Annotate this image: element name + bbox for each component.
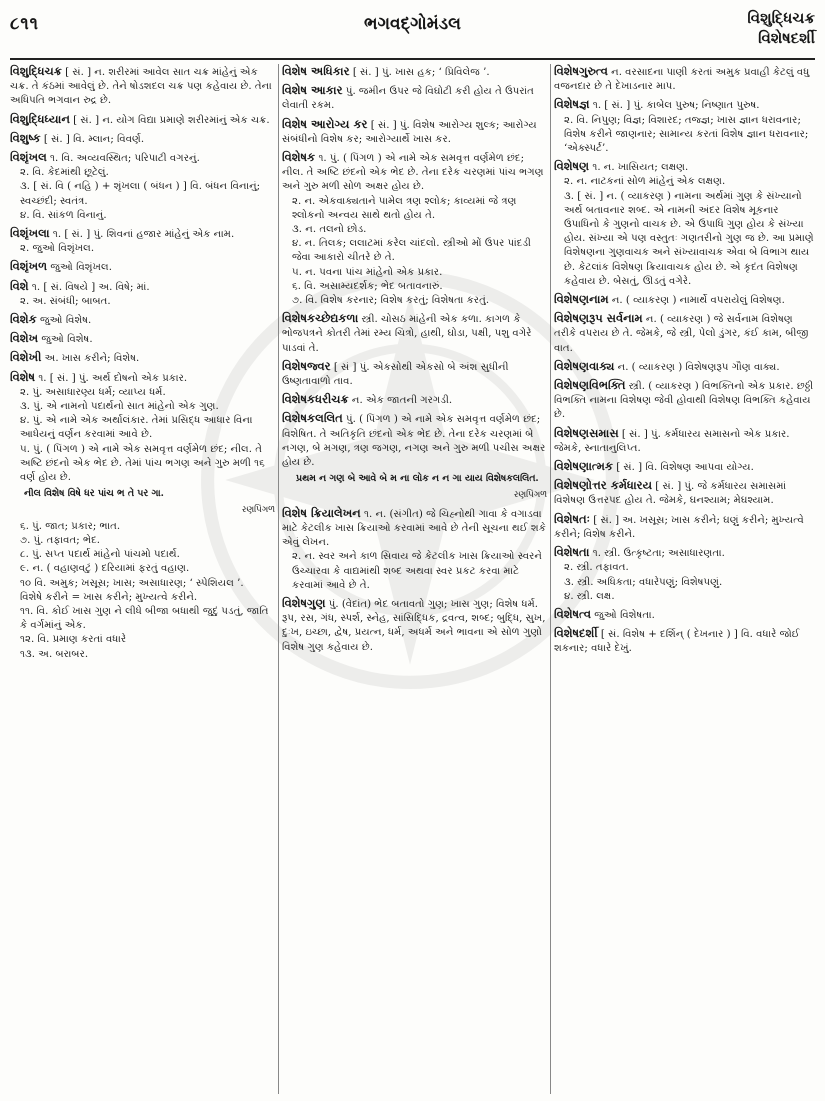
entry-definition [10,279,275,295]
entry-sense: ૨. પું. અસાધારણ્ય ધર્મ; વ્યાપ્ય ધર્મ. [20,386,166,398]
entry-definition [282,596,547,655]
dictionary-entry [554,459,815,475]
dictionary-entry [554,359,815,375]
entry-sense: ૩. ન. તલનો છોડ. [292,224,367,236]
entry-headword: વિશેષણસમાસ [554,425,619,440]
entry-quote: નીલ વિશેષ વિષે ધર પાંચ ભ તે પર ગા. [24,488,164,500]
entry-sense: ૨. ન. સ્વર અને કાળ સિવાય જે કેટલીક ખાસ ક્રિયાઓ સ્વરને ઉચ્ચારવા કે વાદ્યમાંથી શબ્દ અથવા સ્વર પ્રકટ કરવા માટે કરવામાં આવે છે તે. [292,551,543,591]
dictionary-entry [10,64,275,109]
definition-text: [ સં. ] ન. યોગ વિદ્યા પ્રમાણે શરીરમાંનું એક ચક્ર. [73,114,270,126]
entry-definition [282,392,547,408]
entry-headword: વિશુદ્ધિધ્યાન [10,111,70,126]
quote-source: રણપિંગળ [513,490,547,501]
guide-word-first: વિશુદ્ધિચક્ર [747,9,815,27]
guide-words [747,8,815,48]
entry-definition [554,311,815,356]
entry-headword: વિશેષણરૂપ સર્વનામ [554,311,643,326]
definition-text: ન. ( વ્યાકરણ ) નામાર્થે વપરાયેલું વિશેષણ. [611,295,785,307]
entry-definition [10,112,275,128]
entry-headword: વિશેષ [10,369,36,384]
definition-text: [ સં. ] વિ. વિશેષણ આપવા યોગ્ય. [616,462,754,474]
entry-definition [554,512,815,542]
entry-headword: વિશેષત્વ [554,606,592,621]
entry-definition [282,411,547,470]
definition-text: ન. ( વ્યાકરણ ) જે સર્વનામ વિશેષણ તરીકે વપરાય છે તે. જેમકે, જે સ્ત્રી, પેલો ડુંગર, કંઈ કામ, બીજી વાત. [554,314,809,354]
definition-text: ૧. [ સં. ] પું. કાબેલ પુરુષ; નિષ્ણાત પુરુષ. [592,100,760,112]
entry-definition [282,83,547,113]
quote-source: રણપિંગળ [241,505,275,516]
entry-sense: ૧૩. અ. બરાબર. [20,648,89,660]
definition-text: [ સં ] પું. એકસોથી એકસો બે અંશ સુધીની ઉષ્ણતાવાળો તાવ. [282,361,509,388]
definition-text: [ સં. ] પું. જે કર્મધારય સમાસમાં વિશેષણ ઉત્તરપદ હોય તે. જેમકે, ઘનશ્યામ; મેઘશ્યામ. [554,481,787,507]
dictionary-entry [554,545,815,604]
entry-headword: વિશેક [10,312,37,327]
entry-definition [554,378,815,423]
entry-definition [282,311,547,356]
guide-word-last: વિશેષદર્શી [758,29,815,47]
dictionary-entry [10,259,275,275]
dictionary-entry [282,596,547,655]
definition-text: ૧. ન. (સંગીત) જે ચિહ્નોથી ગાવા કે વગાડવા માટે કેટલીક ખાસ ક્રિયાઓ કરવામાં આવે છે તેની સૂચના થઈ શકે એવું લેખન. [282,508,546,549]
entry-definition [554,626,815,656]
entry-headword: વિશેષણનામ [554,292,609,307]
entry-sense: ૧૦ વિ. અમુક; ખસૂસ; ખાસ; અસાધારણ; ‘ સ્પેશિયલ ’. [20,577,244,589]
dictionary-entry [10,279,275,309]
definition-text: પું. ( પિંગળ ) એ નામે એક સમવૃત્ત વર્ણમેળ છંદ; વિશેષિત. તે અતિકૃતિ છંદનો એક ભેદ છે. તેના દરેક ચરણમાં બે નગણ, બે મગણ, ત્રણ જગણ, નગણ અને ગુરુ મળી પચીસ અક્ષર હોય છે. [282,414,546,469]
entry-sense: ૨. વિ. કેદમાંથી છૂટેલું. [20,167,109,179]
definition-text: સ્ત્રી. ( વ્યાકરણ ) વિભક્તિનો એક પ્રકાર. છઠ્ઠી વિભક્તિ નામના વિશેષણ જેવી હોવાથી વિશેષણ વિભક્તિ કહેવાય છે. [554,381,814,421]
dictionary-entry [10,312,275,328]
entry-definition [554,97,815,113]
entry-definition [554,478,815,508]
entry-headword: વિશેષણોત્તર કર્મધારય [554,478,653,493]
entry-sense: ૩. સ્ત્રી. અધિકતા; વધારેપણું; વિશેષપણું. [564,576,723,588]
entry-headword: વિશેષતઃ [554,511,590,526]
entry-definition [282,64,547,80]
entry-definition [282,150,547,195]
entry-headword: વિશેખ [10,331,39,346]
dictionary-entry [282,64,547,80]
entry-sense: ૨. ન. એકવાક્યતાને પામેલ ત્રણ શ્લોક; કાવ્યમાં જે ત્રણ શ્લોકનો અન્વય સાથે થતો હોય તે. [292,195,517,221]
entry-headword: વિશેષ ક્રિયાલેખન [282,505,361,520]
entry-sense: ૪. પું. એ નામે એક અર્થાલંકાર. તેમાં પ્રસિદ્ધ આધાર વિના આધેયનું વર્ણન કરવામાં આવે છે. [20,415,253,441]
entry-headword: વિશૃંખલ [10,150,47,165]
entry-headword: વિશેષકચ્છેદ્યકળા [282,311,359,326]
page-header [10,4,815,62]
entry-definition [10,370,275,386]
dictionary-entry [10,131,275,147]
definition-text: [ સં. ] ન. શરીરમાં આવેલ સાત ચક્ર માંહેનું એક ચક્ર. તે કંઠમાં આવેલું છે. તેને ષોડશદલ ચક્ર પણ કહેવાય છે. તેના અધિપતિ ભગવાન રુદ્ર છે. [10,67,272,107]
definition-text: ૧. સ્ત્રી. ઉત્કૃષ્ટતા; અસાધારણતા. [592,548,725,560]
dictionary-entry [10,370,275,662]
entry-sense: ૩. પું. એ નામનો પદાર્થનો સાત માંહેનો એક ગુણ. [20,401,219,413]
definition-text: ૧. [ સં. ] પું. શિવનાં હજાર માંહેનું એક નામ. [52,229,235,241]
entry-sense: ૯. ન. ( વહાણવટું ) દરિયામાં ફરતું વહાણ. [20,563,190,575]
entry-definition [282,359,547,389]
entry-headword: વિશેષજ્વર [282,358,331,373]
entry-headword: વિશેષજ્ઞ [554,97,590,112]
dictionary-entry [554,378,815,423]
dictionary-entry [554,311,815,356]
dictionary-entry [282,311,547,356]
definition-text: ૧. પું. ( પિંગળ ) એ નામે એક સમવૃત્ત વર્ણમેળ છંદ; નીલ. તે અષ્ટિ છંદનો એક ભેદ છે. તેના દરેક ચરણમાં પાંચ ભગણ અને ગુરુ મળી સોળ અક્ષર હોય છે. [282,153,544,193]
entry-headword: વિશે [10,278,29,293]
dictionary-entry [10,226,275,256]
entry-sense: ૬. પું. જાત; પ્રકાર; ભાત. [20,520,121,532]
entry-sense: ૨. સ્ત્રી. તફાવત. [564,562,629,574]
entry-definition [10,150,275,166]
entry-headword: વિશેષકલલિત [282,411,343,426]
definition-text: ૧. વિ. અવ્યવસ્થિત; પરિપાટી વગરનું. [50,153,200,165]
entry-quote: પ્રથમ ન ગણ બે આવે બે મ ના લોક ન ન ગા યાય વિશેષકલલિત. [296,473,539,485]
column-1 [10,64,275,1094]
dictionary-entry [282,392,547,408]
entry-headword: વિશેષણવાક્ય [554,358,615,373]
entry-definition [554,607,815,623]
entry-headword: વિશેષગુરુત્વ [554,64,608,78]
entry-definition [554,426,815,456]
entry-sense: ૫. પું. ( પિંગળ ) એ નામે એક સમવૃત્ત વર્ણમેળ છંદ; નીલ. તે અષ્ટિ છંદનો એક ભેદ છે. તેમાં પાંચ ભગણ અને ગુરુ મળી ૧૬ વર્ણ હોય છે. [20,443,265,484]
entry-headword: વિશેષણ [554,159,590,174]
definition-text: પું. (વેદાંત) ભેદ બતાવતો ગુણ; ખાસ ગુણ; વિશેષ ધર્મ. રૂપ, રસ, ગંધ, સ્પર્શ, સ્નેહ, સાંસિદ્ધિક, દ્રવત્વ, શબ્દ; બુદ્ધિ, સુખ, દુઃખ, ઇચ્છા, દ્વેષ, પ્રયત્ન, ધર્મ, અધર્મ અને ભાવના એ સોળ ગુણો વિશેષ ગુણ કહેવાય છે. [282,598,546,653]
entry-sense: ૧૨. વિ. પ્રમાણ કરતાં વધારે [20,634,127,646]
dictionary-entry [10,150,275,223]
entry-sense: ૪. વિ. સાંકળ વિનાનું. [20,209,107,221]
dictionary-entry [554,426,815,456]
entry-definition [10,226,275,242]
column-divider [550,64,551,1094]
entry-definition [554,359,815,375]
entry-headword: વિશુષ્ક [10,130,41,145]
definition-text: પું. જમીન ઉપર જે વિઘોટી કરી હોય તે ઉપરાંત લેવાતી રકમ. [282,86,534,112]
entry-sense: ૨. વિ. નિપુણ; વિજ્ઞ; વિશારદ; તજ્જ્ઞ; ખાસ જ્ઞાન ધરાવનાર; વિશેષ કરીને જાણનાર; સામાન્ય કરતાં વિશેષ જ્ઞાન ધરાવનાર; ‘એક્સ્પર્ટ’. [564,114,809,155]
entry-headword: વિશૃંખળ [10,259,48,274]
entry-sense: ૨. જુઓ વિશૃંખલ. [20,243,95,255]
dictionary-entry [10,350,275,366]
entry-headword: વિશુદ્ધિચક્ર [10,64,62,78]
entry-headword: વિશેષદર્શી [554,626,598,641]
definition-text: ન. વરસાદના પાણી કરતાં અમુક પ્રવાહી કેટલું વધુ વજનદાર છે તે દેખાડનાર માપ. [554,67,810,93]
entry-headword: વિશેષણાત્મક [554,459,613,474]
dictionary-entry [282,150,547,308]
entry-headword: વિશૃંખલા [10,226,50,241]
entry-sense: ૨. ન. નાટકનાં સોળ માંહેનું એક લક્ષણ. [564,176,726,188]
definition-text: ૧. ન. ખાસિયત; લક્ષણ. [592,162,689,174]
definition-text: જુઓ વિશેષતા. [594,609,655,621]
definition-text: [ સં. ] અ. ખસૂસ; ખાસ કરીને; ઘણું કરીને; મુખ્યત્વે કરીને; વિશેષ કરીને. [554,514,804,540]
entry-definition [10,350,275,366]
entry-sense: ૪. ન. તિલક; લલાટમાં કરેલ ચાંદલો. સ્ત્રીઓ મોં ઉપર પાંદડી જેવા આકારો ચીતરે છે તે. [292,238,531,264]
dictionary-entry [554,97,815,156]
dictionary-entry [554,626,815,656]
definition-text: ન. એક જાતની ગરગડી. [351,395,453,407]
definition-text: જુઓ વિશૃંખલ. [50,262,112,274]
entry-sense: ૬. વિ. અસામ્યદર્શક; ભેદ બતાવનારું. [292,280,443,292]
entry-definition [282,506,547,551]
entry-headword: વિશેષ આરોગ્ય કર [282,116,368,131]
entry-definition [554,159,815,175]
definition-text: [ સં. ] પું. કર્મધારય સમાસનો એક પ્રકાર. જેમકે, સ્નાતાનુલિપ્ત. [554,428,790,454]
header-rule [10,58,815,60]
entry-sense: વિશેષે કરીને = ખાસ કરીને; મુખ્યત્વે કરીને. [20,591,198,603]
definition-text: [ સં. વિશેષ + દર્શિન્ ( દેખનાર ) ] વિ. વધારે જોઈ શકનાર; વધારે દેખું. [554,629,800,655]
entry-headword: વિશેષણવિભક્તિ [554,378,626,393]
entry-definition [554,64,815,94]
entry-headword: વિશેષગુણ [282,595,326,610]
entry-headword: વિશેષ આકાર [282,83,343,98]
dictionary-entry [10,331,275,347]
running-title: ભગવદ્ગોમંડલ [364,14,461,34]
entry-headword: વિશેષકધરીચક્ર [282,392,349,407]
page-number: ૮૧૧ [10,14,40,34]
dictionary-entry [554,64,815,94]
entry-definition [282,117,547,147]
column-2 [282,64,547,1094]
entry-sense: ૭. વિ. વિશેષ કરનાર; વિશેષ કરતું; વિશેષતા કરતું. [292,295,490,307]
entry-sense: ૭. પું. તફાવત; ભેદ. [20,534,101,546]
entry-definition [10,259,275,275]
dictionary-entry [554,512,815,542]
dictionary-entry [282,506,547,593]
entry-sense: ૩. [ સં. ] ન. ( વ્યાકરણ ) નામના અર્થમાં ગુણ કે સંખ્યાનો અર્થ બતાવનાર શબ્દ. એ નામની અંદર વિશેષ મૂકનાર ઉપાધિનો કે ગુણનો વાચક છે. એ ઉપાધિ ગુણ હોય કે સંખ્યા હોય. સંખ્યા એ પણ વસ્તુતઃ ગણતરીનો ગુણ જ છે. આ પ્રમાણે વિશેષણના ગુણવાચક અને સંખ્યાવાચક એવા બે વિભાગ થાય છે. કેટલાંક વિશેષણ ક્રિયાવાચક હોય છે. એ કૃદંત વિશેષણ કહેવાય છે. બેસતું, ઊડતું વગેરે. [564,190,814,287]
entry-headword: વિશેષક [282,150,316,165]
column-divider [278,64,279,1094]
definition-text: [ સં. ] વિ. મ્લાન; વિવર્ણ. [43,133,145,145]
entry-sense: ૨. અ. સંબંધી; બાબત. [20,295,111,307]
dictionary-columns [10,64,815,1094]
entry-sense: ૫. ન. પવના પાંચ માંહેનો એક પ્રકાર. [292,266,443,278]
entry-sense: ૩. [ સં. વિ ( નહિ ) + શૃંખલા ( બંધન ) ] વિ. બંધન વિનાનું; સ્વચ્છંદી; સ્વતંત્ર. [20,181,261,207]
entry-definition [10,64,275,109]
dictionary-entry [282,359,547,389]
dictionary-entry [554,478,815,508]
dictionary-entry [10,112,275,128]
definition-text: ૧. [ સં. ] પું. અર્થ દોષનો એક પ્રકાર. [38,372,188,384]
entry-sense: ૮. પું. સપ્ત પદાર્થ માંહેનો પાંચમો પદાર્થ. [20,549,180,561]
dictionary-entry [282,117,547,147]
entry-headword: વિશેષતા [554,545,590,560]
definition-text: અ. ખાસ કરીને; વિશેષ. [44,353,140,365]
definition-text: ૧. [ સં. વિષયે ] અ. વિષે; માં. [31,281,150,293]
entry-definition [10,312,275,328]
dictionary-entry [554,159,815,289]
entry-sense: ૪. સ્ત્રી. લક્ષ. [564,590,615,602]
definition-text: ન. ( વ્યાકરણ ) વિશેષણરૂપ ગૌણ વાક્ય. [617,361,780,373]
entry-definition [554,545,815,561]
definition-text: [ સં. ] પું. ખાસ હક; ‘ પ્રિવિલેજ ’. [352,67,490,78]
definition-text: [ સં. ] પું. વિશેષ આરોગ્ય શુલ્ક; આરોગ્ય સંબંધીનો વિશેષ કર; આરોગ્યાર્થે ખાસ કર. [282,119,537,145]
entry-sense: ૧૧. વિ. કોઈ ખાસ ગુણ ને લીધે બીજા બધાથી જુદું પડતું, જાતિ કે વર્ગમાંનું એક. [20,605,269,632]
definition-text: જુઓ વિશેષ. [41,334,93,346]
dictionary-entry [554,607,815,623]
entry-headword: વિશેખી [10,350,42,365]
entry-definition [554,459,815,475]
definition-text: જુઓ વિશેષ. [40,315,92,327]
column-3 [554,64,815,1094]
entry-headword: વિશેષ અધિકાર [282,64,350,78]
entry-definition [554,292,815,308]
entry-definition [10,131,275,147]
entry-definition [10,331,275,347]
dictionary-entry [554,292,815,308]
dictionary-entry [282,411,547,502]
definition-text: સ્ત્રી. ચોસઠ માંહેની એક કળા. કાગળ કે ભોજપત્રને કોતરી તેમાં રમ્ય ચિત્રો, હાથી, ઘોડા, પક્ષી, પશુ વગેરે પાડવાં તે. [282,314,532,354]
dictionary-entry [282,83,547,113]
